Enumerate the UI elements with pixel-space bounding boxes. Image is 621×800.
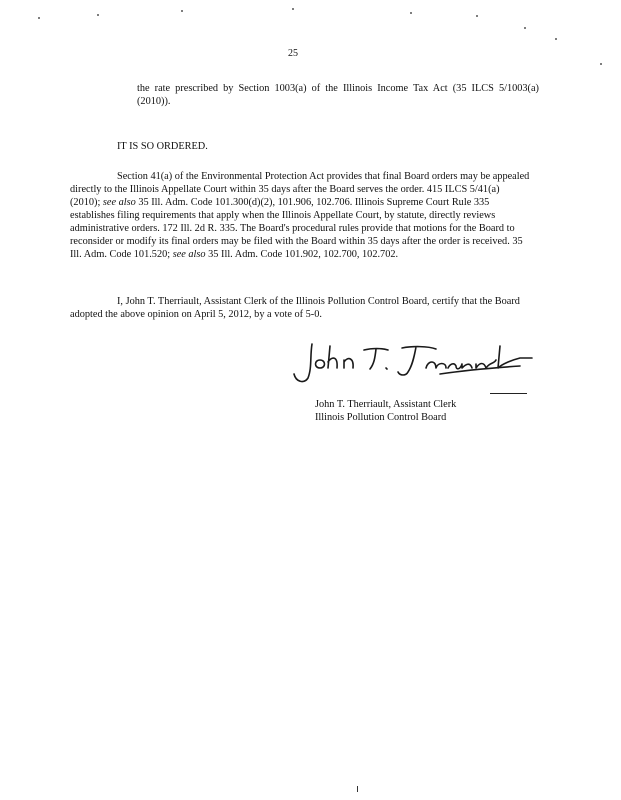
page-number: 25 [288,48,298,59]
appeal-notice-paragraph [70,170,532,261]
scan-speck [38,17,40,19]
handwritten-signature [290,338,535,386]
appeal-text-part3: 35 Ill. Adm. Code 101.902, 102.700, 102.702. [205,249,399,260]
see-also-citation-signal: see also [172,249,206,260]
see-also-citation-signal: see also [102,197,136,208]
signer-organization: Illinois Pollution Control Board [315,412,447,423]
scan-speck [410,12,412,14]
scan-speck [292,8,294,10]
order-statement: IT IS SO ORDERED. [117,141,208,152]
footer-mark [357,786,358,792]
appeal-text-part2: 35 Ill. Adm. Code 101.300(d)(2), 101.906, 102.706. Illinois Supreme Court Rule 335 establishes filing requirements that apply when the Illinois Appellate Court, by statute, directly reviews administrative orders. 172 Ill. 2d R. 335. The Board's procedural rules provide that motions for the Board to reconsider or modify its final orders may be filed with the Board within 35 days after the order is received. 35 Ill. Adm. Code 101.520; [70,197,523,260]
scan-speck [555,38,557,40]
signature-line [490,393,527,394]
appeal-text-part1: Section 41(a) of the Environmental Protection Act provides that final Board orders may be appealed directly to the Illinois Appellate Court within 35 days after the Board serves the order. 415 ILCS 5/41(a) (2010); [70,171,530,208]
scan-speck [181,10,183,12]
signature-block [315,398,456,424]
scan-speck [476,15,478,17]
signer-name-title: John T. Therriault, Assistant Clerk [315,399,457,410]
scan-speck [600,63,602,65]
carryover-paragraph: the rate prescribed by Section 1003(a) of the Illinois Income Tax Act (35 ILCS 5/1003(a) (2010)). [137,83,539,107]
scan-speck [524,27,526,29]
scan-speck [97,14,99,16]
certification-paragraph: I, John T. Therriault, Assistant Clerk of the Illinois Pollution Control Board, certify that the Board adopted the above opinion on April 5, 2012, by a vote of 5-0. [70,296,520,320]
